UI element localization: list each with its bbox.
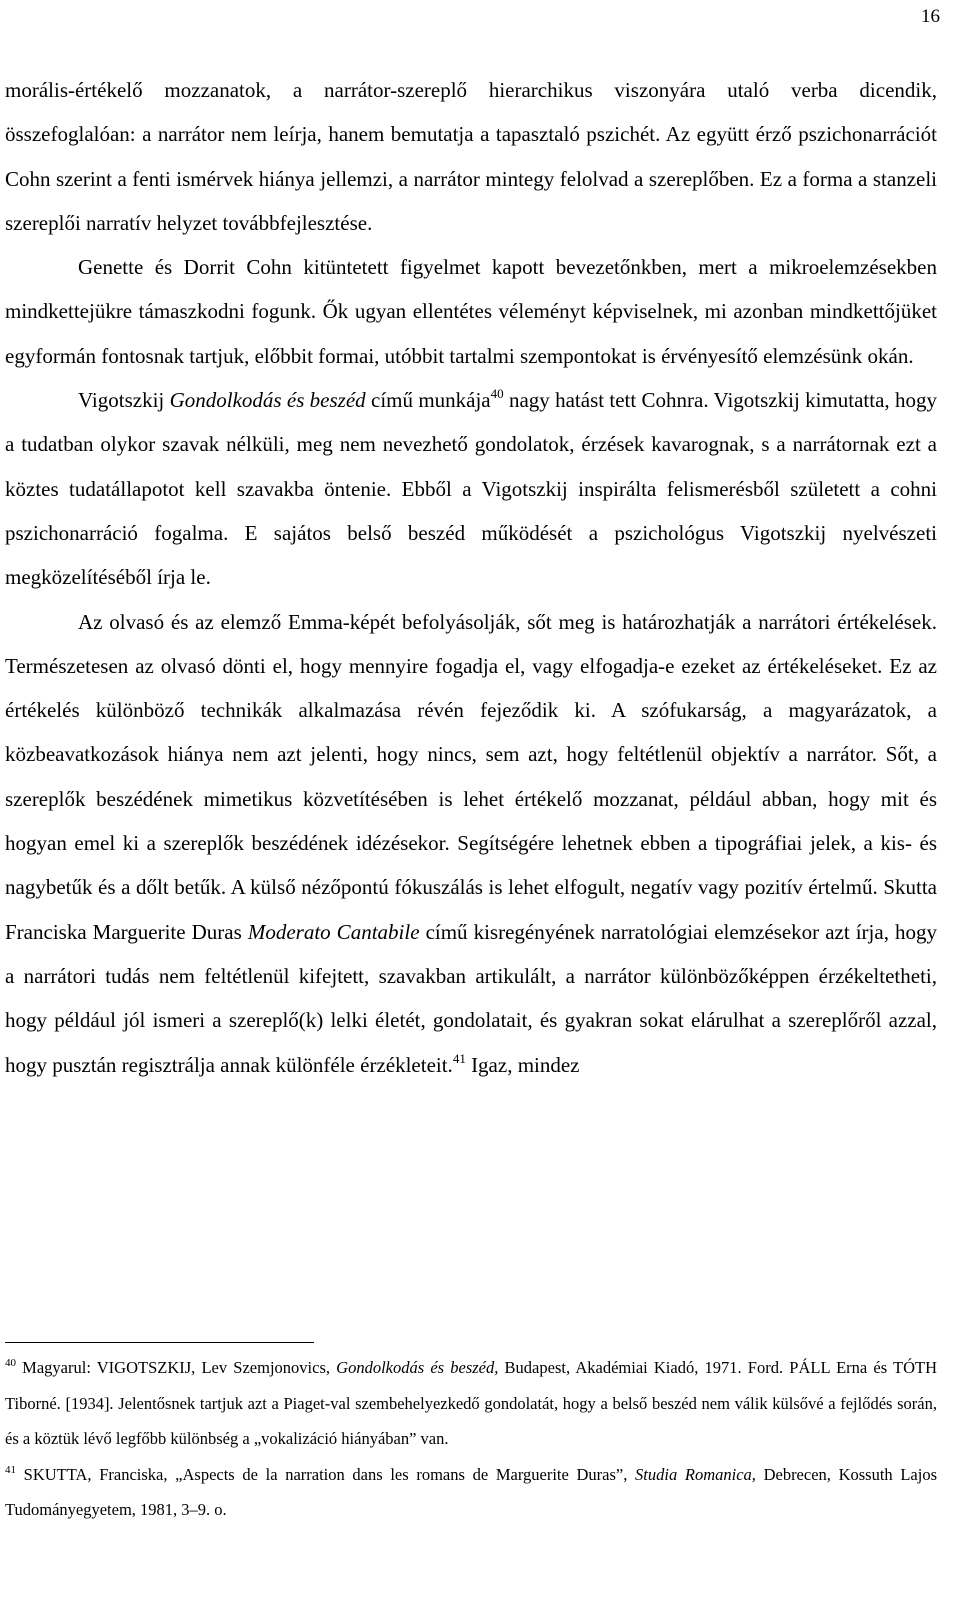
paragraph-3-text-c: nagy hatást tett Cohnra. Vigotszkij kimutatta, hogy a tudatban olykor szavak nélküli, meg nem nevezhető gondolatok, érzések kavarognak, s a narrátornak ezt a köztes tudatállapotot kell szavakba öntenie. Ebből a Vigotszkij inspirálta felismerésből született a cohni pszichonarráció fogalma. E sajátos belső beszéd működését a pszichológus Vigotszkij nyelvészeti megközelítéséből írja le. [5,388,937,590]
footnote-ref-41[interactable]: 41 [452,1050,466,1066]
footnote-41 [5,1457,937,1528]
footnote-separator [5,1342,314,1343]
book-title-moderato-cantabile: Moderato Cantabile [247,919,420,944]
footnote-40-text-b: Budapest, Akadémiai Kiadó, 1971. Ford. PÁLL Erna és TÓTH Tiborné. [1934]. Jelentősnek tartjuk azt a Piaget-val szembehelyezkedő gondolatát, hogy a belső beszéd nem válik külsővé a fejlődés során, és a köztük lévő legfőbb különbség a „vokalizáció hiányában” van. [5,1358,937,1448]
paragraph-4-text-c: Igaz, mindez [465,1052,580,1077]
footnote-40 [5,1350,937,1457]
footnotes [5,1350,937,1528]
footnote-number-41: 41 [5,1463,16,1476]
footnote-40-title: Gondolkodás és beszéd, [336,1358,499,1377]
body-text [5,68,937,1087]
paragraph-4 [5,600,937,1087]
book-title-gondolkodas: Gondolkodás és beszéd [169,388,366,413]
paragraph-2: Genette és Dorrit Cohn kitüntetett figyelmet kapott bevezetőnkben, mert a mikroelemzésekben mindkettejükre támaszkodni fogunk. Ők ugyan ellentétes véleményt képviselnek, mi azonban mindkettőjüket egyformán fontosnak tartjuk, előbbit formai, utóbbit tartalmi szempontokat is érvényesítő elemzésünk okán. [5,255,937,368]
paragraph-3 [5,378,937,599]
footnote-ref-40[interactable]: 40 [490,386,504,402]
paragraph-3-text-a: Vigotszkij [78,388,170,413]
paragraph-3-text-b: című munkája [365,388,491,413]
paragraph-4-text-b: című kisregényének narratológiai elemzésekor azt írja, hogy a narrátori tudás nem feltétlenül kifejtett, szavakban artikulált, a narrátor különbözőképpen érzékeltetheti, hogy például jól ismeri a szereplő(k) lelki életét, gondolatait, és gyakran sokat elárulhat a szereplőről azzal, hogy pusztán regisztrálja annak különféle érzékleteit. [5,919,937,1077]
footnote-41-text-b: Debrecen, Kossuth Lajos Tudományegyetem, 1981, 3–9. o. [5,1464,937,1519]
footnote-40-text-a: Magyarul: VIGOTSZKIJ, Lev Szemjonovics, [16,1358,337,1377]
paragraph-4-text-a: Az olvasó és az elemző Emma-képét befolyásolják, sőt meg is határozhatják a narrátori értékelések. Természetesen az olvasó dönti el, hogy mennyire fogadja el, vagy elfogadja-e ezeket az értékeléseket. Ez az értékelés különböző technikák alkalmazása révén fejeződik ki. A szófukarság, a magyarázatok, a közbeavatkozások hiánya nem azt jelenti, hogy nincs, sem azt, hogy feltétlenül objektív a narrátor. Sőt, a szereplők beszédének mimetikus közvetítésében is lehet értékelő mozzanat, például abban, hogy mit és hogyan emel ki a szereplők beszédének idézésekor. Segítségére lehetnek ebben a tipográfiai jelek, a kis- és nagybetűk és a dőlt betűk. A külső nézőpontú fókuszálás is lehet elfogult, negatív vagy pozitív értelmű. Skutta Franciska Marguerite Duras [5,609,937,944]
footnote-41-title: Studia Romanica, [635,1464,756,1484]
footnote-41-text-a: SKUTTA, Franciska, „Aspects de la narration dans les romans de Marguerite Duras”, [16,1464,636,1484]
paragraph-1: morális-értékelő mozzanatok, a narrátor-szereplő hierarchikus viszonyára utaló verba dicendik, összefoglalóan: a narrátor nem leírja, hanem bemutatja a tapasztaló pszichét. Az együtt érző pszichonarrációt Cohn szerint a fenti ismérvek hiánya jellemzi, a narrátor mintegy felolvad a szereplőben. Ez a forma a stanzeli szereplői narratív helyzet továbbfejlesztése. [5,78,937,235]
footnote-number-40: 40 [5,1357,16,1369]
page-number: 16 [921,6,940,27]
